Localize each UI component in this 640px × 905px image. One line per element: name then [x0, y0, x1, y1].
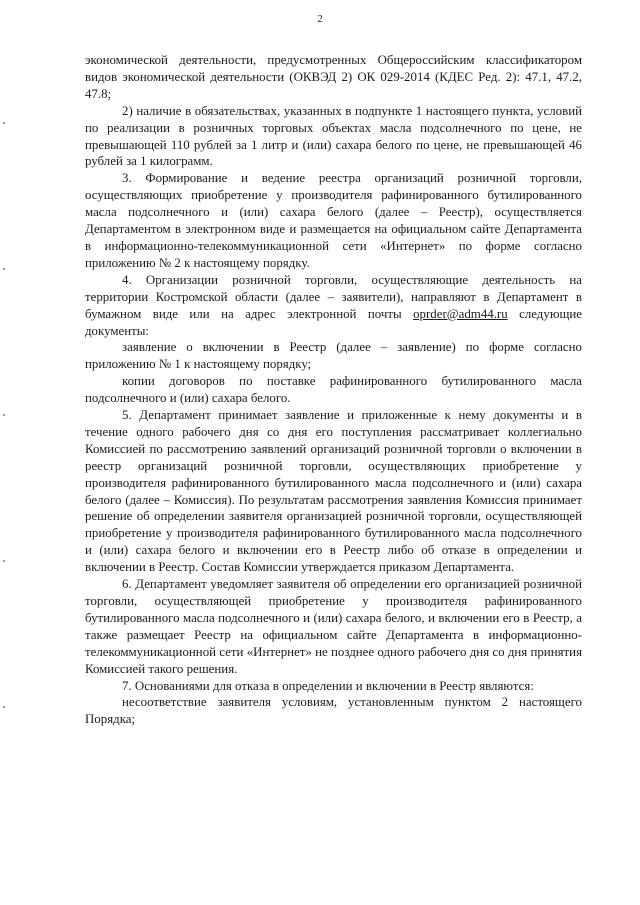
paragraph-5-commission: 5. Департамент принимает заявление и приложенные к нему документы и в течение одного рабочего дня со дня его поступления рассматривает коллегиально Комиссией по рассмотрению заявлений организаций розничной торговли о включении в реестр организаций розничной торговли, осуществляющих приобретение у производителя рафинированного бутилированного масла подсолнечного и (или) сахара белого (далее – Комиссия). По результатам рассмотрения заявления Комиссия принимает решение об определении заявителя организацией розничной торговли, осуществляющей приобретение у производителя рафинированного бутилированного масла подсолнечного и (или) сахара белого и включении его в Реестр либо об отказе в определении и включении в Реестр. Состав Комиссии утверждается приказом Департамента.: [85, 408, 582, 575]
paragraph-3-registry: 3. Формирование и ведение реестра организаций розничной торговли, осуществляющих приобретение у производителя рафинированного бутилированного масла подсолнечного и (или) сахара белого (далее – Реестр), осуществляется Департаментом в электронном виде и размещается на официальном сайте Департамента в информационно-телекоммуникационной сети «Интернет» по форме согласно приложению № 2 к настоящему порядку.: [85, 171, 582, 270]
paragraph-okved: экономической деятельности, предусмотренных Общероссийским классификатором видов экономической деятельности (ОКВЭД 2) ОК 029-2014 (КДЕС Ред. 2): 47.1, 47.2, 47.8;: [85, 53, 582, 101]
scan-mark: [3, 560, 5, 562]
paragraph-contract-copies: копии договоров по поставке рафинированного бутилированного масла подсолнечного и (или) сахара белого.: [85, 374, 582, 406]
scan-mark: [3, 122, 5, 124]
paragraph-4-applicants: [85, 272, 582, 340]
paragraph-6-notification: 6. Департамент уведомляет заявителя об определении его организацией розничной торговли, осуществляющей приобретение у производителя рафинированного бутилированного масла подсолнечного и (или) сахара белого, и включении его в Реестр, а также размещает Реестр на официальном сайте Департамента в информационно-телекоммуникационной сети «Интернет» не позднее одного рабочего дня со дня принятия Комиссией такого решения.: [85, 577, 582, 676]
scan-mark: [3, 706, 5, 708]
paragraph-4-suffix: следующие документы:: [85, 306, 582, 338]
paragraph-7-refusal: 7. Основаниями для отказа в определении и включении в Реестр являются:: [122, 678, 534, 693]
paragraph-4-text: 4. Организации розничной торговли, осуществляющие деятельность на территории Костромской области (далее – заявители), направляют в Департамент в бумажном виде или на адрес электронной почты: [85, 272, 582, 321]
scan-mark: [3, 414, 5, 416]
paragraph-refusal-reason-1: несоответствие заявителя условиям, установленным пунктом 2 настоящего Порядка;: [85, 695, 582, 727]
document-body: [85, 52, 582, 728]
scan-mark: [3, 268, 5, 270]
email-link[interactable]: oprder@adm44.ru: [413, 306, 508, 321]
paragraph-application-form: заявление о включении в Реестр (далее – заявление) по форме согласно приложению № 1 к настоящему порядку;: [85, 340, 582, 372]
paragraph-item-2: 2) наличие в обязательствах, указанных в подпункте 1 настоящего пункта, условий по реализации в розничных торговых объектах масла подсолнечного по цене, не превышающей 110 рублей за 1 литр и (или) сахара белого по цене, не превышающей 46 рублей за 1 килограмм.: [85, 103, 582, 169]
page-number: 2: [317, 13, 323, 25]
